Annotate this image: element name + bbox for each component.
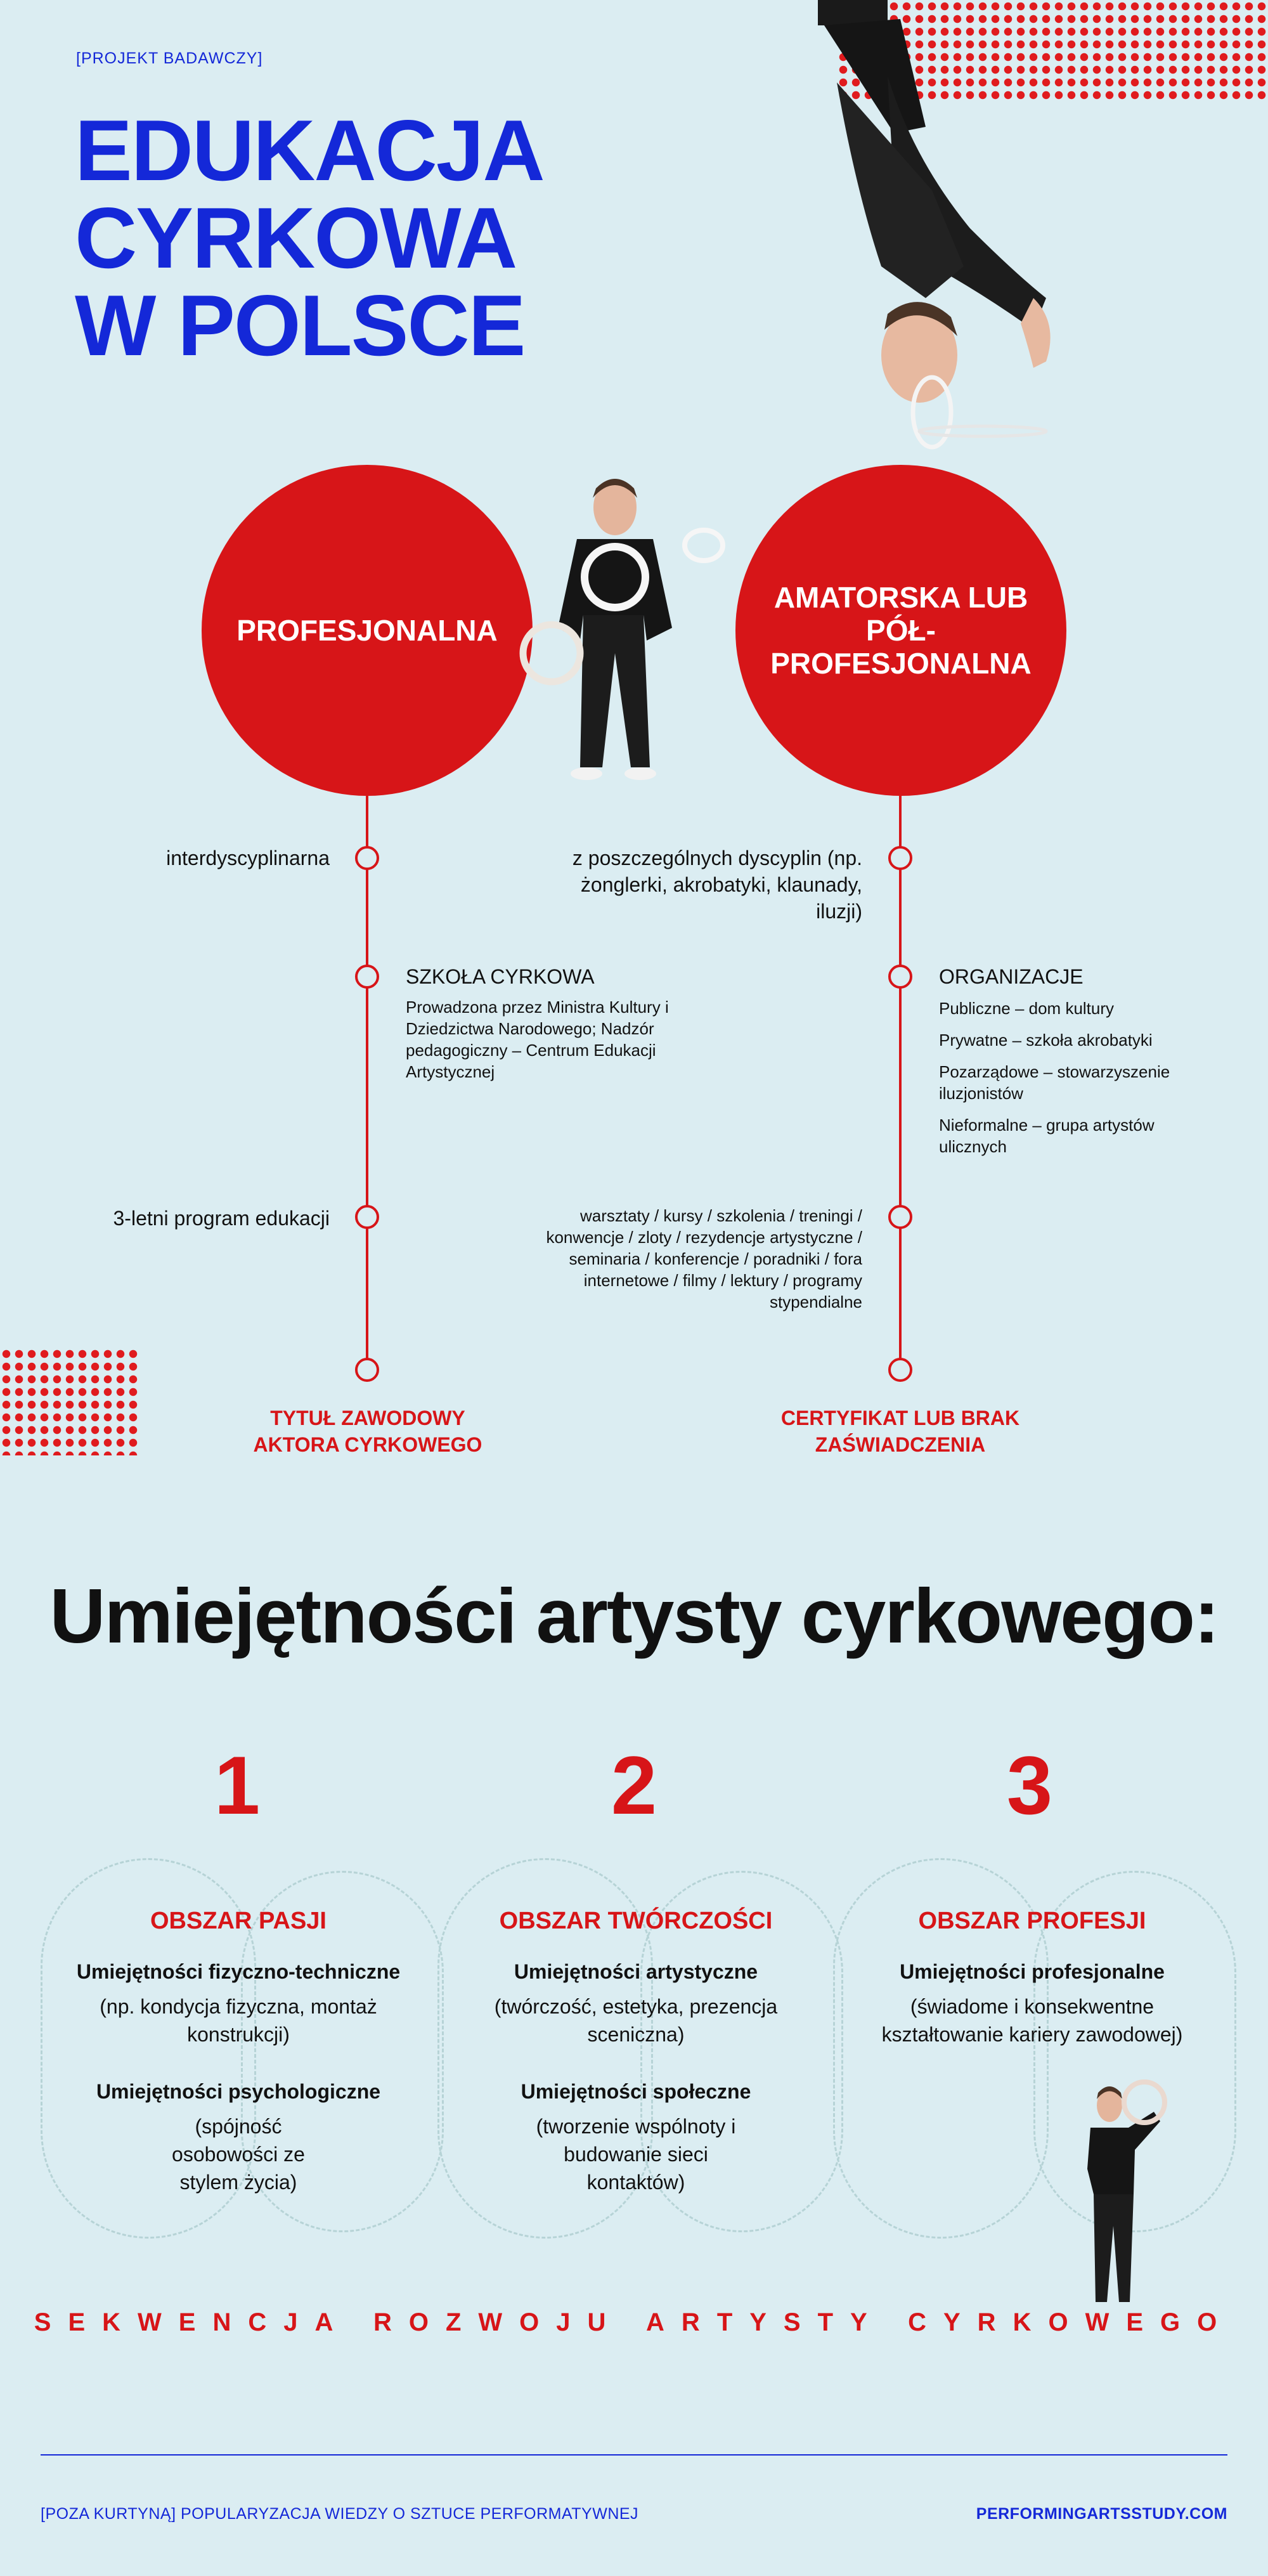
amateur-timeline bbox=[899, 796, 902, 1372]
skill-description: (spójność osobowości ze stylem życia) bbox=[172, 2115, 305, 2194]
amateur-circle: AMATORSKA LUB PÓŁ-PROFESJONALNA bbox=[735, 465, 1066, 796]
amateur-node-2 bbox=[888, 965, 912, 989]
dot-pattern-left bbox=[0, 1348, 139, 1455]
area-number: 1 bbox=[214, 1739, 261, 1831]
amateur-node-4 bbox=[888, 1358, 912, 1382]
performer-juggling-photo bbox=[514, 463, 742, 799]
skill-description: (świadome i konsekwentne kształtowanie kariery zawodowej) bbox=[881, 1995, 1183, 2046]
skill-title: Umiejętności fizyczno-techniczne bbox=[76, 1960, 401, 1983]
skill-title: Umiejętności społeczne bbox=[521, 2080, 751, 2103]
amateur-outcome: CERTYFIKAT LUB BRAK ZAŚWIADCZENIA bbox=[780, 1407, 1020, 1456]
footer-left-text: [POZA KURTYNĄ] POPULARYZACJA WIEDZY O SZTUCE PERFORMATYWNEJ bbox=[41, 2505, 639, 2523]
school-description: Prowadzona przez Ministra Kultury i Dziedzictwa Narodowego; Nadzór pedagogiczny – Centrum Edukacji Artystycznej bbox=[406, 998, 669, 1081]
amateur-activities: warsztaty / kursy / szkolenia / treningi / konwencje / zloty / rezydencje artystyczne / seminaria / konferencje / poradniki / fora internetowe / filmy / lektury / programy stypendialne bbox=[546, 1206, 862, 1311]
project-tag: [PROJEKT BADAWCZY] bbox=[76, 49, 263, 67]
area-passion bbox=[48, 1908, 429, 2228]
professional-timeline bbox=[366, 796, 368, 1372]
organization-item: Prywatne – szkoła akrobatyki bbox=[939, 1031, 1153, 1050]
professional-school bbox=[406, 963, 710, 1083]
organization-item: Pozarządowe – stowarzyszenie iluzjonistów bbox=[939, 1062, 1170, 1103]
professional-program: 3-letni program edukacji bbox=[113, 1207, 330, 1230]
organizations-title: ORGANIZACJE bbox=[939, 965, 1084, 988]
amateur-node-3 bbox=[888, 1205, 912, 1229]
skill-description: (tworzenie wspólnoty i budowanie sieci kontaktów) bbox=[536, 2115, 736, 2194]
organization-item: Publiczne – dom kultury bbox=[939, 999, 1115, 1018]
skill-title: Umiejętności psychologiczne bbox=[96, 2080, 381, 2103]
skill-title: Umiejętności profesjonalne bbox=[900, 1960, 1165, 1983]
area-title: OBSZAR TWÓRCZOŚCI bbox=[499, 1908, 773, 1934]
skill-title: Umiejętności artystyczne bbox=[514, 1960, 758, 1983]
professional-outcome: TYTUŁ ZAWODOWY AKTORA CYRKOWEGO bbox=[253, 1407, 482, 1456]
footer-website-link[interactable]: PERFORMINGARTSSTUDY.COM bbox=[976, 2505, 1227, 2523]
area-creativity bbox=[446, 1908, 826, 2228]
area-title: OBSZAR PASJI bbox=[150, 1908, 327, 1934]
footer-divider bbox=[41, 2454, 1227, 2456]
page-title bbox=[75, 102, 544, 374]
performer-hanging-photo bbox=[780, 0, 1059, 482]
area-profession bbox=[842, 1908, 1222, 2080]
professional-node-1 bbox=[355, 846, 379, 870]
school-title: SZKOŁA CYRKOWA bbox=[406, 965, 595, 988]
professional-node-3 bbox=[355, 1205, 379, 1229]
skills-heading: Umiejętności artysty cyrkowego: bbox=[49, 1573, 1219, 1659]
professional-node-2 bbox=[355, 965, 379, 989]
amateur-node-1 bbox=[888, 846, 912, 870]
amateur-organizations bbox=[939, 963, 1243, 1157]
organization-item: Nieformalne – grupa artystów ulicznych bbox=[939, 1116, 1155, 1156]
performer-ring-photo bbox=[1059, 2074, 1186, 2321]
title-line-1: EDUKACJA bbox=[75, 102, 544, 198]
professional-node-4 bbox=[355, 1358, 379, 1382]
professional-interdisciplinary: interdyscyplinarna bbox=[166, 847, 330, 869]
title-line-2: CYRKOWA bbox=[75, 190, 517, 286]
area-number: 3 bbox=[1006, 1739, 1053, 1831]
sequence-label: SEKWENCJA ROZWOJU ARTYSTY CYRKOWEGO bbox=[34, 2308, 1234, 2336]
professional-circle: PROFESJONALNA bbox=[202, 465, 533, 796]
skill-description: (twórczość, estetyka, prezencja sceniczna) bbox=[494, 1995, 778, 2046]
title-line-3: W POLSCE bbox=[75, 277, 525, 374]
amateur-disciplines: z poszczególnych dyscyplin (np. żonglerki, akrobatyki, klaunady, iluzji) bbox=[572, 847, 862, 923]
area-number: 2 bbox=[611, 1739, 657, 1831]
area-title: OBSZAR PROFESJI bbox=[918, 1908, 1146, 1934]
skill-description: (np. kondycja fizyczna, montaż konstrukcji) bbox=[100, 1995, 377, 2046]
